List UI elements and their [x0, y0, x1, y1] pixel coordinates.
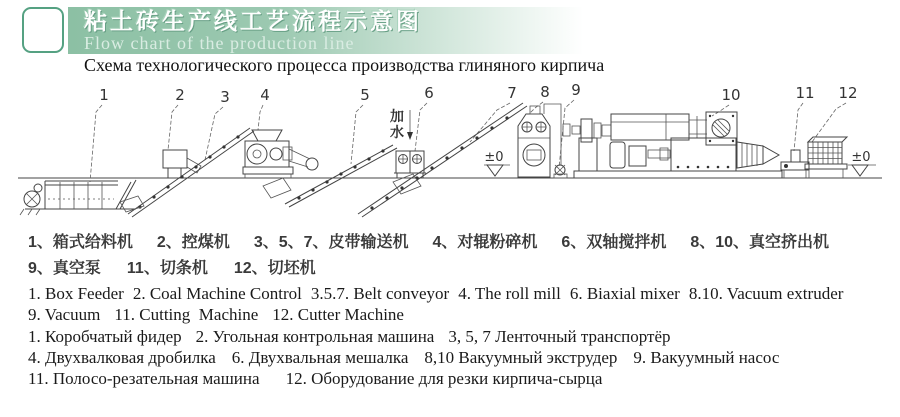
legend-item: 8,10 Вакуумный экструдер	[424, 348, 618, 367]
box-feeder-drawing	[20, 180, 136, 215]
callout-3: 3	[220, 88, 230, 106]
legend-item: 12、切坯机	[233, 260, 316, 277]
legend-item: 6. Biaxial mixer	[569, 284, 680, 303]
legend-item: 3, 5, 7 Ленточный транспортёр	[448, 327, 671, 346]
legend-cn-line2	[28, 255, 890, 281]
vacuum-extruder-10-drawing	[563, 112, 782, 178]
legend-en-line1	[28, 284, 890, 305]
legend-item: 8.10. Vacuum extruder	[688, 284, 844, 303]
callout-11: 11	[795, 84, 815, 102]
callout-5: 5	[360, 86, 370, 104]
legend-cn-line1	[28, 229, 890, 255]
legend-en-line2	[28, 305, 890, 326]
callout-8: 8	[540, 83, 550, 101]
legend-item: 12. Cutter Machine	[272, 305, 404, 324]
callout-4: 4	[260, 86, 270, 104]
datum-symbol-right	[848, 150, 876, 176]
vacuum-extruder-8-drawing	[518, 104, 561, 177]
legend-item: 8、10、真空挤出机	[690, 234, 830, 251]
logo-placeholder-box	[22, 7, 64, 53]
legend-item: 4、对辊粉碎机	[432, 234, 538, 251]
legend-item: 6. Двухвальная мешалка	[231, 348, 409, 367]
legend-item: 1. Коробчатый фидер	[28, 327, 182, 346]
callout-2: 2	[175, 86, 185, 104]
coal-control-drawing	[163, 150, 201, 178]
svg-text:±0: ±0	[851, 150, 871, 165]
legend-item: 4. The roll mill	[458, 284, 561, 303]
callout-9: 9	[571, 81, 581, 99]
legend-item: 11、切条机	[126, 260, 208, 277]
page-title-chinese: 粘土砖生产线工艺流程示意图	[84, 8, 422, 34]
legend-item: 2. Coal Machine Control	[132, 284, 302, 303]
water-arrow-head	[407, 132, 413, 140]
add-water-char-2: 水	[390, 125, 404, 141]
datum-symbol-left	[484, 150, 510, 176]
legend-item: 11. Полосо-резательная машина	[28, 369, 260, 388]
vacuum-pump-drawing	[554, 165, 567, 178]
legend-item: 1. Box Feeder	[28, 284, 124, 303]
callout-10: 10	[721, 86, 741, 104]
legend-ru-line2	[28, 348, 890, 369]
svg-text:±0: ±0	[484, 150, 504, 165]
legend-ru-line3	[28, 369, 890, 390]
legend-item: 2. Угольная контрольная машина	[195, 327, 435, 346]
legend-item: 2、控煤机	[156, 234, 230, 251]
legend	[28, 229, 890, 390]
belt-conveyor-3-drawing	[120, 128, 254, 217]
title-banner	[68, 7, 594, 54]
cutter-machine-drawing	[805, 137, 847, 178]
add-water-annotation	[390, 109, 413, 141]
legend-item: 9、真空泵	[28, 260, 101, 277]
legend-item: 4. Двухвалковая дробилка	[28, 348, 216, 367]
callout-1: 1	[99, 86, 109, 104]
callout-12: 12	[838, 84, 858, 102]
legend-item: 9. Vacuum	[28, 305, 101, 324]
legend-item: 6、双轴搅拌机	[561, 234, 667, 251]
callout-numbers	[99, 81, 857, 106]
legend-ru-line1	[28, 327, 890, 348]
legend-item: 1、箱式给料机	[28, 234, 133, 251]
biaxial-mixer-drawing	[394, 151, 426, 178]
callout-7: 7	[507, 84, 517, 102]
add-water-char-1: 加	[390, 109, 404, 125]
legend-item: 11. Cutting Machine	[114, 305, 259, 324]
flow-diagram-svg	[0, 78, 900, 230]
legend-item: 12. Оборудование для резки кирпича-сырца	[285, 369, 603, 388]
page-subtitle-russian: Схема технологического процесса производства глиняного кирпича	[84, 55, 605, 75]
legend-item: 9. Вакуумный насос	[633, 348, 780, 367]
production-line-diagram	[0, 78, 900, 230]
roll-mill-drawing	[243, 130, 318, 178]
legend-item: 3.5.7. Belt conveyor	[310, 284, 450, 303]
callout-6: 6	[424, 84, 434, 102]
page-title-english: Flow chart of the production line	[84, 33, 355, 53]
legend-item: 3、5、7、皮带输送机	[253, 234, 409, 251]
